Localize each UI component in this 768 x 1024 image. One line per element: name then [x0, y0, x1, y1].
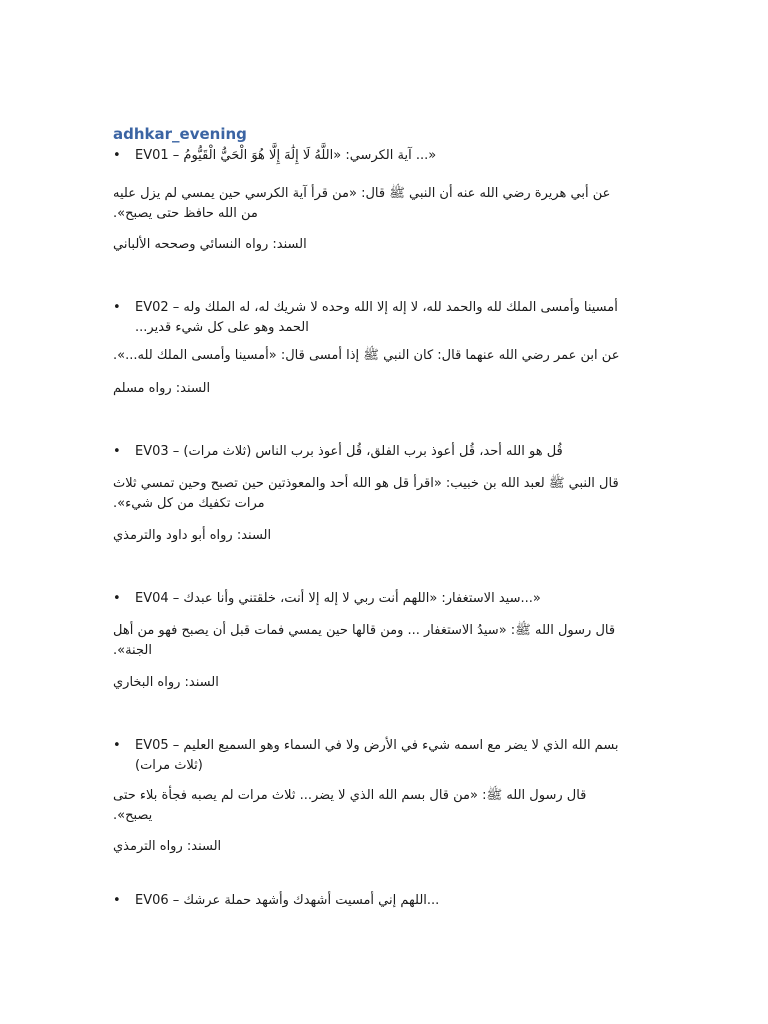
spacer — [113, 693, 658, 736]
sanad-label: السند: رواه البخاري — [113, 675, 219, 690]
sanad-label: السند: رواه النسائي وصححه الألباني — [113, 237, 307, 252]
entry-heading-text: الحمد وهو على كل شيء قدير... — [135, 320, 309, 335]
hadith-text — [113, 786, 658, 826]
sanad-text — [113, 379, 658, 399]
entry-heading-text: EV06 – اللهم إني أمسيت أشهدك وأشهد حملة عرشك... — [135, 893, 440, 908]
sanad-text — [113, 526, 658, 546]
entry-ev02 — [113, 298, 658, 399]
entry-ev04 — [113, 589, 658, 693]
spacer — [113, 546, 658, 589]
hadith-line: قال رسول الله ﷺ: «من قال بسم الله الذي لا يضر... ثلاث مرات لم يصبه فجأة بلاء حتى — [113, 788, 587, 803]
entry-heading-continuation — [113, 318, 658, 338]
hadith-line: قال النبي ﷺ لعبد الله بن خبيب: «اقرأ قل هو الله أحد والمعوذتين حين تصبح وحين تمسي ثلاث — [113, 476, 619, 491]
hadith-line: عن أبي هريرة رضي الله عنه أن النبي ﷺ قال: «من قرأ آية الكرسي حين يمسي لم يزل عليه — [113, 186, 611, 201]
bullet-icon: • — [113, 444, 121, 459]
entry-heading — [113, 736, 658, 756]
document-title: adhkar_evening — [113, 125, 247, 143]
hadith-text — [113, 474, 658, 514]
spacer — [113, 255, 658, 298]
entry-heading-text: (ثلاث مرات) — [135, 758, 203, 773]
entry-heading — [113, 589, 658, 609]
spacer — [113, 399, 658, 442]
entry-heading-continuation — [113, 756, 658, 776]
hadith-text — [113, 346, 658, 366]
sanad-label: السند: رواه مسلم — [113, 381, 211, 396]
bullet-icon: • — [113, 148, 121, 163]
entry-heading-text: EV01 – آية الكرسي: «اللَّهُ لَا إِلَٰهَ إِلَّا هُوَ الْحَيُّ الْقَيُّومُ ...» — [135, 148, 437, 163]
hadith-line: عن ابن عمر رضي الله عنهما قال: كان النبي ﷺ إذا أمسى قال: «أمسينا وأمسى الملك لله...». — [113, 348, 620, 363]
hadith-text — [113, 621, 658, 661]
entry-ev01 — [113, 146, 658, 255]
entry-heading — [113, 146, 658, 166]
entry-heading — [113, 298, 658, 318]
entry-ev05 — [113, 736, 658, 857]
entry-heading — [113, 891, 658, 911]
entry-heading-text: EV03 – قُل هو الله أحد، قُل أعوذ برب الفلق، قُل أعوذ برب الناس (ثلاث مرات) — [135, 444, 563, 459]
entry-heading-text: EV05 – بسم الله الذي لا يضر مع اسمه شيء في الأرض ولا في السماء وهو السميع العليم — [135, 738, 619, 753]
sanad-text — [113, 837, 658, 857]
hadith-line: يصبح». — [113, 808, 153, 823]
hadith-line: من الله حافظ حتى يصبح». — [113, 206, 258, 221]
bullet-icon: • — [113, 591, 121, 606]
entry-ev03 — [113, 442, 658, 546]
hadith-line: الجنة». — [113, 643, 152, 658]
entry-heading-text: EV04 – سيد الاستغفار: «اللهم أنت ربي لا إله إلا أنت، خلقتني وأنا عبدك...» — [135, 591, 541, 606]
sanad-label: السند: رواه الترمذي — [113, 839, 222, 854]
entry-ev06 — [113, 891, 658, 911]
bullet-icon: • — [113, 300, 121, 315]
entry-heading — [113, 442, 658, 462]
hadith-line: مرات تكفيك من كل شيء». — [113, 496, 265, 511]
sanad-text — [113, 673, 658, 693]
spacer — [113, 857, 658, 891]
sanad-label: السند: رواه أبو داود والترمذي — [113, 528, 272, 543]
hadith-line: قال رسول الله ﷺ: «سيدُ الاستغفار ... ومن قالها حين يمسي فمات قبل أن يصبح فهو من أهل — [113, 623, 616, 638]
bullet-icon: • — [113, 738, 121, 753]
entry-heading-text: EV02 – أمسينا وأمسى الملك لله والحمد لله، لا إله إلا الله وحده لا شريك له، له الملك وله — [135, 300, 618, 315]
bullet-icon: • — [113, 893, 121, 908]
sanad-text — [113, 235, 658, 255]
hadith-text — [113, 184, 658, 224]
